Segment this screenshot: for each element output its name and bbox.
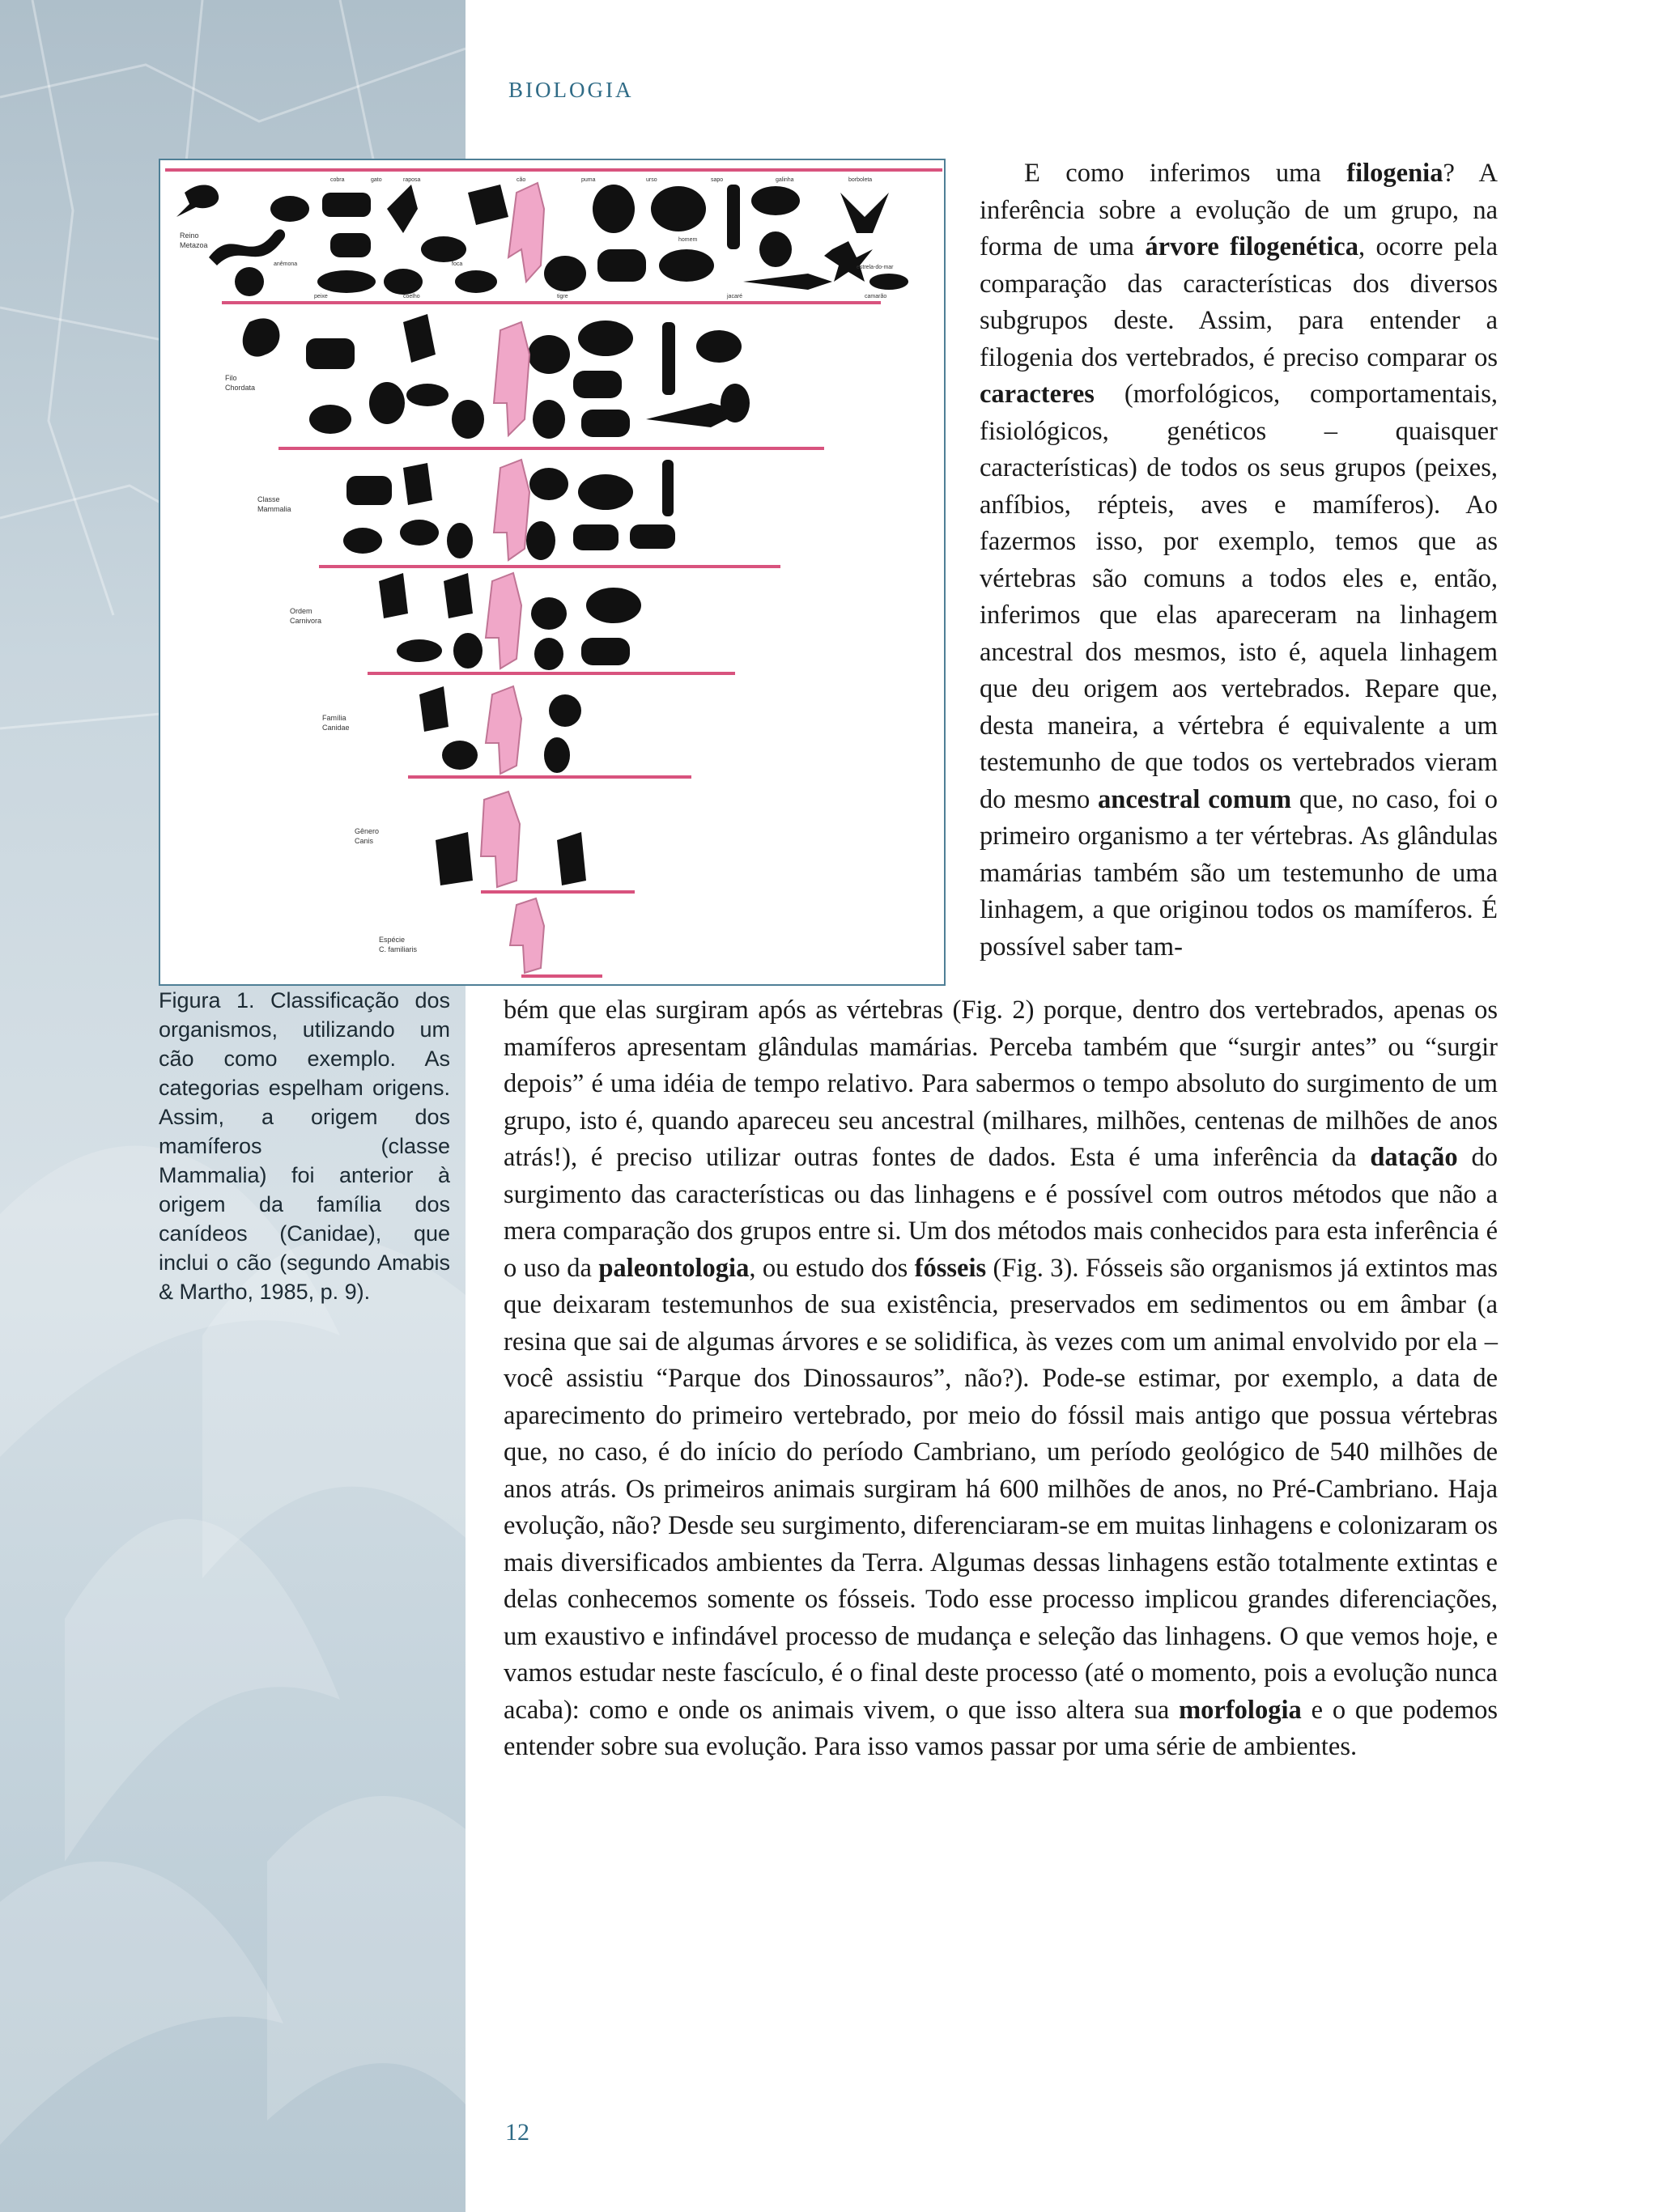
seal-silhouette <box>455 270 497 293</box>
otter-silhouette <box>421 236 466 262</box>
rank-label-species-name: C. familiaris <box>379 945 418 953</box>
svg-text:sapo: sapo <box>711 177 724 183</box>
tiger-silhouette <box>597 249 646 282</box>
rabbit-silhouette <box>343 528 382 554</box>
bear-silhouette <box>586 588 641 623</box>
rank-label-class-name: Mammalia <box>257 505 291 513</box>
butterfly-silhouette <box>840 193 889 233</box>
dog-silhouette-class <box>494 460 529 560</box>
svg-text:homem: homem <box>678 237 698 243</box>
wolf-silhouette <box>444 573 473 618</box>
bear-silhouette <box>578 474 633 510</box>
page-number: 12 <box>505 2119 529 2146</box>
dog-silhouette-order <box>486 573 521 669</box>
cat-silhouette <box>452 400 484 439</box>
rank-label-genus-name: Canis <box>355 837 374 845</box>
frog-silhouette <box>696 330 742 363</box>
tier-lines <box>165 170 942 976</box>
wolf-silhouette <box>468 185 508 225</box>
term-filogenia: filogenia <box>1346 159 1443 188</box>
cat-sitting-silhouette <box>544 737 570 773</box>
snake-coil-silhouette <box>270 196 309 222</box>
cow-silhouette <box>322 193 371 217</box>
svg-text:camarão: camarão <box>865 294 887 299</box>
pig-silhouette <box>630 524 675 549</box>
term-arvore-filogenetica: árvore filogenética <box>1145 232 1358 261</box>
goat-silhouette <box>330 233 371 257</box>
chicken-silhouette <box>721 384 750 422</box>
otter-silhouette <box>400 520 439 546</box>
bear-silhouette <box>651 186 706 231</box>
human-silhouette <box>727 185 740 249</box>
otter-silhouette <box>397 639 442 662</box>
otter-silhouette <box>406 384 449 406</box>
svg-text:coelho: coelho <box>403 294 420 299</box>
dog-silhouette-kingdom <box>508 183 544 282</box>
rank-label-kingdom-name: Metazoa <box>180 241 208 249</box>
shrimp-silhouette <box>869 274 908 290</box>
dog-silhouette-species <box>510 898 544 973</box>
svg-text:estrela-do-mar: estrela-do-mar <box>857 265 894 270</box>
term-fosseis: fósseis <box>914 1253 987 1283</box>
term-morfologia: morfologia <box>1179 1695 1302 1725</box>
rabbit-silhouette <box>384 269 423 295</box>
svg-text:borboleta: borboleta <box>848 177 873 183</box>
body-text-column <box>504 992 1498 1766</box>
classification-pyramid <box>160 160 944 984</box>
starfish-silhouette <box>824 241 873 282</box>
svg-text:cão: cão <box>517 177 526 183</box>
tiger-silhouette <box>573 524 619 550</box>
cat-silhouette <box>447 523 473 558</box>
cow-silhouette <box>346 476 392 505</box>
octopus-silhouette <box>176 185 219 217</box>
alligator-silhouette <box>743 274 832 290</box>
fox-silhouette <box>379 573 408 618</box>
bear-silhouette <box>578 321 633 356</box>
human-silhouette <box>662 322 675 395</box>
term-datacao: datação <box>1370 1143 1458 1172</box>
dog-silhouette-family <box>486 686 521 774</box>
svg-text:peixe: peixe <box>314 294 328 299</box>
svg-text:galinha: galinha <box>776 177 794 183</box>
cat-sitting-silhouette <box>533 400 565 439</box>
human-silhouette <box>662 460 674 516</box>
cat-silhouette <box>544 256 586 291</box>
term-caracteres: caracteres <box>980 380 1095 409</box>
svg-text:gato: gato <box>371 177 382 183</box>
cat-sitting-silhouette <box>526 521 555 560</box>
svg-text:puma: puma <box>581 177 596 183</box>
cat-upright-silhouette <box>593 185 635 233</box>
svg-text:cobra: cobra <box>330 177 345 183</box>
rank-label-phylum-name: Chordata <box>225 384 256 392</box>
dog-silhouette-phylum <box>494 322 529 435</box>
fox-silhouette <box>419 686 449 732</box>
svg-text:anêmona: anêmona <box>274 261 298 267</box>
cat-sitting-silhouette <box>534 638 563 670</box>
wolf-silhouette <box>442 741 478 770</box>
paragraph-dating: bém que elas surgiram após as vértebras (Fig. 2) porque, dentro dos vertebrados, apenas os mamíferos apresentam glândulas mamárias. Perceba também que “surgir antes” ou “surgir depois” é uma idéia de tempo relativo. Para sabermos o tempo absoluto do surgimento de um grupo, isto é, quando apareceu seu ancestral (milhares, milhões, centenas de milhões de anos atrás!), é preciso utilizar outras fontes de dados. Esta é uma inferência da datação do surgimento das características ou das linhagens e é possível com outros métodos que não a mera comparação dos grupos entre si. Um dos métodos mais conhecidos para esta inferência é o uso da paleontologia, ou estudo dos fósseis (Fig. 3). Fósseis são organismos já extintos mas que deixaram testemunhos de sua existência, preservados em sedimentos ou em âmbar (a resina que sai de algumas árvores e se solidifica, às vezes com um animal envolvido por ela – você assistiu “Parque dos Dinossauros”, não?). Pode-se estimar, por exemplo, a data de aparecimento do primeiro vertebrado, por meio do fóssil mais antigo que possua vértebras que, no caso, é do início do período Cambriano, um período geológico de 540 milhões de anos atrás. Os primeiros animais surgiram há 600 milhões de anos, no Pré-Cambriano. Haja evolução, não? Desde seu surgimento, diferenciaram-se em muitas linhagens e colonizaram os mais diversificados ambientes da Terra. Algumas dessas linhagens estão totalmente extintas e delas conhecemos somente os fósseis. Todo esse processo implicou grandes diferenciações, um exaustivo e infindável processo de mudança e seleção das linhagens. O que vemos hoje, e vamos estudar neste fascículo, é o final deste processo (até o momento, pois a evolução nunca acaba): como e onde os animais vivem, o que isso altera sua morfologia e o que podemos entender sobre sua evolução. Para isso vamos passar por uma série de ambientes. <box>504 996 1499 1761</box>
fox-silhouette <box>403 463 432 505</box>
chicken-silhouette <box>759 231 792 267</box>
classification-figure <box>159 159 946 986</box>
rank-label-order: Ordem <box>290 607 312 615</box>
wolf-silhouette <box>436 832 473 885</box>
fish-silhouette <box>317 270 376 293</box>
cow-silhouette <box>306 338 355 369</box>
cat-silhouette <box>528 335 570 374</box>
pig-silhouette <box>659 249 714 282</box>
jackal-silhouette <box>557 832 586 885</box>
rank-label-order-name: Carnivora <box>290 617 322 625</box>
rank-label-phylum: Filo <box>225 374 237 382</box>
svg-text:raposa: raposa <box>403 177 421 183</box>
svg-text:jacaré: jacaré <box>727 294 743 299</box>
snake-silhouette <box>209 229 285 265</box>
term-paleontologia: paleontologia <box>598 1253 750 1283</box>
rabbit-silhouette <box>369 382 405 424</box>
dog-silhouette-genus <box>481 792 520 887</box>
rank-label-family-name: Canidae <box>322 724 350 732</box>
rank-label-kingdom: Reino <box>180 231 199 240</box>
paragraph-phylogeny: E como inferimos uma filogenia? A inferência sobre a evolução de um grupo, na forma de uma árvore filogenética, ocorre pela comparação das características dos diversos subgrupos deste. Assim, para entender a filogenia dos vertebrados, é preciso comparar os caracteres (morfológicos, comportamentais, fisiológicos, genéticos – quaisquer características) de todos os seus grupos (peixes, anfíbios, répteis, aves e mamíferos). Ao fazermos isso, por exemplo, temos que as vértebras são comuns a todos eles e, então, inferimos que elas apareceram na linhagem ancestral dos mesmos, isto é, aquela linhagem que deu origem aos vertebrados. Repare que, desta maneira, a vértebra é equivalente a um testemunho de que todos os vertebrados vieram do mesmo ancestral comum que, no caso, foi o primeiro organismo a ter vértebras. As glândulas mamárias também são um testemunho de uma linhagem, a que originou todos os mamíferos. É possível saber tam- <box>980 159 1498 962</box>
rank-label-class: Classe <box>257 495 280 503</box>
svg-text:tigre: tigre <box>557 294 568 299</box>
snake-silhouette <box>243 318 280 356</box>
tiger-silhouette <box>581 638 630 665</box>
tiger-silhouette <box>573 371 622 398</box>
figure-caption: Figura 1. Classificação dos organismos, utilizando um cão como exemplo. As categorias espelham origens. Assim, a origem dos mamíferos (classe Mammalia) foi anterior à origem da família dos canídeos (Canidae), que inclui o cão (segundo Amabis & Martho, 1985, p. 9). <box>159 988 450 1304</box>
svg-text:urso: urso <box>646 177 657 183</box>
pig-silhouette <box>581 410 630 437</box>
fox-silhouette <box>403 314 436 363</box>
cat-silhouette <box>453 633 483 669</box>
rank-label-species: Espécie <box>379 936 406 944</box>
fox-silhouette <box>387 185 418 233</box>
intro-text-column <box>980 155 1498 966</box>
cat-silhouette <box>531 597 567 630</box>
urchin-silhouette <box>235 267 264 296</box>
svg-text:foca: foca <box>452 261 463 267</box>
term-ancestral-comum: ancestral comum <box>1098 784 1292 814</box>
running-head: BIOLOGIA <box>508 78 634 102</box>
cat-silhouette <box>549 694 581 727</box>
rank-label-genus: Gênero <box>355 827 380 835</box>
cat-silhouette <box>529 468 568 500</box>
fish-silhouette <box>309 405 351 434</box>
frog-silhouette <box>751 186 800 215</box>
rank-label-family: Família <box>322 714 346 722</box>
